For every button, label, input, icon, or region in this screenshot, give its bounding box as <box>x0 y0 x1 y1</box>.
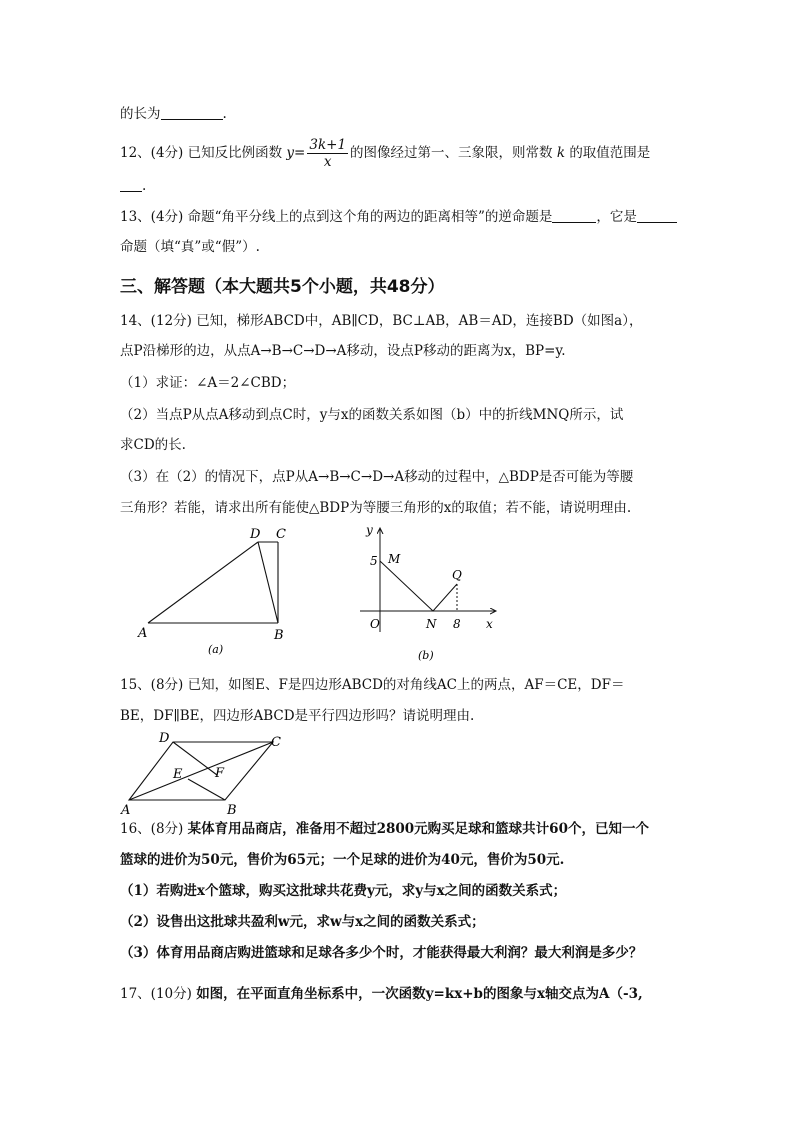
q13-text-b: ，它是 <box>596 209 637 225</box>
q14-text-1: 已知，梯形ABCD中，AB∥CD，BC⊥AB，AB＝AD，连接BD（如图a）， <box>196 313 643 329</box>
segment-da <box>148 542 258 623</box>
label-y: y <box>366 523 373 537</box>
q14-figure-a <box>130 522 310 662</box>
q14-figure-b <box>350 520 510 665</box>
q12-eq: = <box>294 145 306 161</box>
tick-8: 8 <box>453 617 461 631</box>
q12-line2 <box>120 176 146 196</box>
q15-line1 <box>120 675 624 695</box>
q14-part3-a: （3）在（2）的情况下，点P从A→B→C→D→A移动的过程中，△BDP是否可能为等腰 <box>120 469 634 485</box>
q11-end: . <box>222 106 227 122</box>
q12-end: . <box>142 178 147 194</box>
q12-label: 12、(4分) <box>120 145 184 161</box>
q15-figure <box>115 728 295 818</box>
q16-line2: 篮球的进价为50元，售价为65元；一个足球的进价为40元，售价为50元. <box>120 852 565 868</box>
q14-part3-b: 三角形？若能，请求出所有能使△BDP为等腰三角形的x的取值；若不能，请说明理由. <box>120 500 632 516</box>
q12-answer-blank[interactable] <box>120 177 142 192</box>
label-e: E <box>173 767 183 782</box>
q12-fraction <box>307 137 348 170</box>
caption-b: (b) <box>418 649 434 662</box>
q11-answer-blank[interactable] <box>161 105 223 120</box>
label-d: D <box>159 731 170 746</box>
q11-tail-text: 的长为 <box>120 106 161 122</box>
q14-line1 <box>120 311 642 331</box>
q14-line2: 点P沿梯形的边，从点A→B→C→D→A移动，设点P移动的距离为x，BP=y. <box>120 343 566 359</box>
label-a: A <box>121 803 131 818</box>
label-x: x <box>486 617 493 631</box>
label-n: N <box>426 617 437 631</box>
polyline-mnq <box>380 561 457 611</box>
q14-label: 14、(12分) <box>120 313 192 329</box>
q13-blank-1[interactable] <box>552 208 596 223</box>
segment-be <box>188 779 225 800</box>
label-f: F <box>215 766 225 781</box>
q16-text-1: 某体育用品商店，准备用不超过2800元购买足球和篮球共计60个，已知一个 <box>187 821 649 837</box>
q17-label: 17、(10分) <box>120 986 192 1002</box>
segment-bd <box>258 542 278 623</box>
q14-part2-a: （2）当点P从点A移动到点C时，y与x的函数关系如图（b）中的折线MNQ所示，试 <box>120 407 624 423</box>
q14-part2-b: 求CD的长. <box>120 437 186 453</box>
q16-part2: （2）设售出这批球共盈利w元，求w与x之间的函数关系式； <box>120 914 485 930</box>
q13-blank-2[interactable] <box>637 208 677 223</box>
label-m: M <box>388 552 401 566</box>
q16-part1: （1）若购进x个篮球，购买这批球共花费y元，求y与x之间的函数关系式； <box>120 883 567 899</box>
q15-text-1: 已知，如图E、F是四边形ABCD的对角线AC上的两点，AF＝CE，DF＝ <box>187 677 625 693</box>
label-b: B <box>227 803 237 818</box>
q12-k: k <box>556 145 566 161</box>
tick-5: 5 <box>370 554 378 568</box>
q17-line1 <box>120 984 643 1004</box>
q16-line1 <box>120 819 649 839</box>
q12-post-b: 的取值范围是 <box>569 145 651 161</box>
section-3-title: 三、解答题（本大题共5个小题，共48分） <box>120 277 445 297</box>
label-b: B <box>274 628 284 643</box>
q14-part1: （1）求证：∠A＝2∠CBD； <box>120 375 296 391</box>
q15-line2: BE，DF∥BE，四边形ABCD是平行四边形吗？请说明理由. <box>120 708 475 724</box>
label-o: O <box>370 617 380 631</box>
label-a: A <box>138 626 148 641</box>
q13-text-a: 命题“角平分线上的点到这个角的两边的距离相等”的逆命题是 <box>187 209 553 225</box>
caption-a: (a) <box>208 643 224 656</box>
q12-numerator: 3k+1 <box>309 137 347 153</box>
q11-tail <box>120 104 227 124</box>
q13-line2 <box>120 237 260 257</box>
q12-post-a: 的图像经过第一、三象限，则常数 <box>350 145 553 161</box>
q15-label: 15、(8分) <box>120 677 184 693</box>
label-d: D <box>250 527 261 542</box>
q12-pre: 已知反比例函数 <box>187 145 283 161</box>
q13-line1 <box>120 207 677 227</box>
label-c: C <box>276 527 286 542</box>
q12-denominator: x <box>323 154 332 170</box>
q13-label: 13、(4分) <box>120 209 184 225</box>
q17-text: 如图，在平面直角坐标系中，一次函数y=kx+b的图象与x轴交点为A（-3, <box>196 986 643 1002</box>
q16-part3: （3）体育用品商店购进篮球和足球各多少个时，才能获得最大利润？最大利润是多少？ <box>120 945 643 961</box>
q12-line1 <box>120 135 650 171</box>
label-c: C <box>271 735 281 750</box>
q16-label: 16、(8分) <box>120 821 184 837</box>
q12-func-var: y <box>286 145 295 161</box>
label-q: Q <box>452 568 462 582</box>
q13-text-c: 命题（填“真”或“假”）. <box>120 239 260 255</box>
